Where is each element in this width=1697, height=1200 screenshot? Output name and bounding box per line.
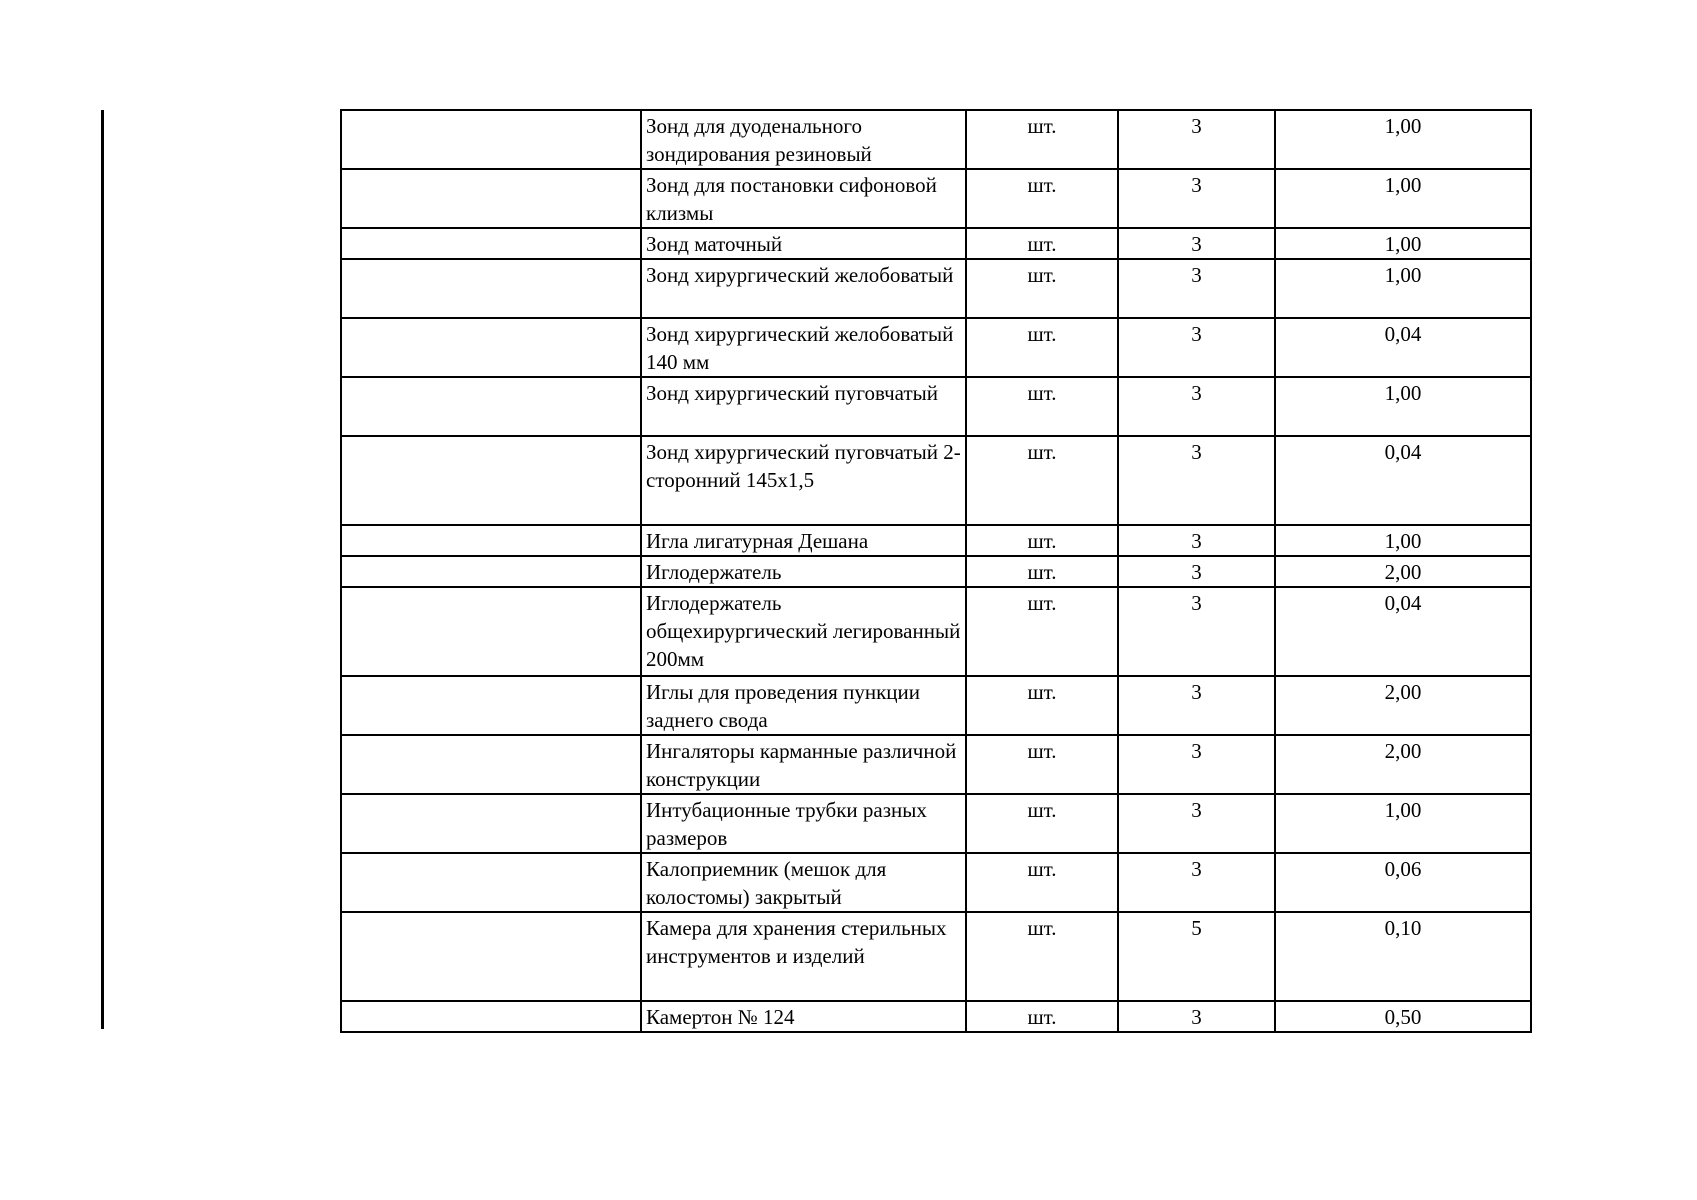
item-qty: 5	[1118, 912, 1275, 1001]
item-name: Калоприемник (мешок для колостомы) закрытый	[641, 853, 966, 912]
item-name: Зонд для дуоденального зондирования резиновый	[641, 110, 966, 169]
item-unit: шт.	[966, 318, 1118, 377]
table-cell-empty	[341, 794, 641, 853]
table-cell-empty	[341, 318, 641, 377]
item-qty: 3	[1118, 794, 1275, 853]
table-row	[341, 853, 1531, 912]
table-row	[341, 556, 1531, 587]
item-unit: шт.	[966, 912, 1118, 1001]
item-value: 0,04	[1275, 318, 1531, 377]
item-unit: шт.	[966, 259, 1118, 318]
item-name: Ингаляторы карманные различной конструкции	[641, 735, 966, 794]
item-qty: 3	[1118, 676, 1275, 735]
item-unit: шт.	[966, 110, 1118, 169]
item-value: 1,00	[1275, 794, 1531, 853]
item-value: 1,00	[1275, 259, 1531, 318]
item-name: Зонд хирургический желобоватый	[641, 259, 966, 318]
item-value: 0,50	[1275, 1001, 1531, 1032]
table-row	[341, 525, 1531, 556]
item-value: 0,04	[1275, 587, 1531, 676]
item-qty: 3	[1118, 169, 1275, 228]
item-qty: 3	[1118, 1001, 1275, 1032]
item-name: Игла лигатурная Дешана	[641, 525, 966, 556]
item-unit: шт.	[966, 377, 1118, 436]
item-name: Иглы для проведения пункции заднего свода	[641, 676, 966, 735]
table-row	[341, 228, 1531, 259]
table-cell-empty	[341, 377, 641, 436]
item-value: 2,00	[1275, 676, 1531, 735]
item-qty: 3	[1118, 735, 1275, 794]
table-cell-empty	[341, 853, 641, 912]
equipment-table	[340, 109, 1532, 1033]
item-unit: шт.	[966, 853, 1118, 912]
item-value: 0,06	[1275, 853, 1531, 912]
table-row	[341, 912, 1531, 1001]
item-name: Иглодержатель	[641, 556, 966, 587]
item-name: Камера для хранения стерильных инструментов и изделий	[641, 912, 966, 1001]
item-value: 1,00	[1275, 110, 1531, 169]
item-unit: шт.	[966, 556, 1118, 587]
table-cell-empty	[341, 110, 641, 169]
table-cell-empty	[341, 912, 641, 1001]
item-name: Зонд хирургический пуговчатый 2-сторонний 145х1,5	[641, 436, 966, 525]
table-row	[341, 1001, 1531, 1032]
item-qty: 3	[1118, 228, 1275, 259]
table-row	[341, 794, 1531, 853]
item-name: Камертон № 124	[641, 1001, 966, 1032]
item-qty: 3	[1118, 853, 1275, 912]
table-cell-empty	[341, 556, 641, 587]
table-row	[341, 318, 1531, 377]
item-value: 2,00	[1275, 735, 1531, 794]
item-value: 1,00	[1275, 169, 1531, 228]
item-value: 2,00	[1275, 556, 1531, 587]
item-qty: 3	[1118, 436, 1275, 525]
table-cell-empty	[341, 735, 641, 794]
item-unit: шт.	[966, 169, 1118, 228]
item-unit: шт.	[966, 1001, 1118, 1032]
item-unit: шт.	[966, 676, 1118, 735]
item-name: Иглодержатель общехирургический легированный 200мм	[641, 587, 966, 676]
table-cell-empty	[341, 587, 641, 676]
item-name: Зонд для постановки сифоновой клизмы	[641, 169, 966, 228]
item-value: 0,04	[1275, 436, 1531, 525]
item-value: 0,10	[1275, 912, 1531, 1001]
table-row	[341, 377, 1531, 436]
table-cell-empty	[341, 259, 641, 318]
table-row	[341, 436, 1531, 525]
item-unit: шт.	[966, 525, 1118, 556]
table-cell-empty	[341, 525, 641, 556]
item-unit: шт.	[966, 587, 1118, 676]
item-unit: шт.	[966, 735, 1118, 794]
item-qty: 3	[1118, 587, 1275, 676]
table-cell-empty	[341, 676, 641, 735]
table-cell-empty	[341, 1001, 641, 1032]
table-row	[341, 110, 1531, 169]
table-row	[341, 735, 1531, 794]
table-row	[341, 259, 1531, 318]
table-row	[341, 169, 1531, 228]
item-qty: 3	[1118, 318, 1275, 377]
item-unit: шт.	[966, 794, 1118, 853]
item-unit: шт.	[966, 228, 1118, 259]
table-cell-empty	[341, 169, 641, 228]
item-qty: 3	[1118, 259, 1275, 318]
item-unit: шт.	[966, 436, 1118, 525]
item-name: Интубационные трубки разных размеров	[641, 794, 966, 853]
item-qty: 3	[1118, 556, 1275, 587]
item-name: Зонд хирургический пуговчатый	[641, 377, 966, 436]
table-row	[341, 676, 1531, 735]
table-row	[341, 587, 1531, 676]
item-name: Зонд маточный	[641, 228, 966, 259]
item-qty: 3	[1118, 377, 1275, 436]
table-cell-empty	[341, 228, 641, 259]
left-margin-rule	[101, 110, 104, 1029]
item-value: 1,00	[1275, 228, 1531, 259]
item-qty: 3	[1118, 525, 1275, 556]
item-qty: 3	[1118, 110, 1275, 169]
item-value: 1,00	[1275, 525, 1531, 556]
item-name: Зонд хирургический желобоватый 140 мм	[641, 318, 966, 377]
table-cell-empty	[341, 436, 641, 525]
item-value: 1,00	[1275, 377, 1531, 436]
